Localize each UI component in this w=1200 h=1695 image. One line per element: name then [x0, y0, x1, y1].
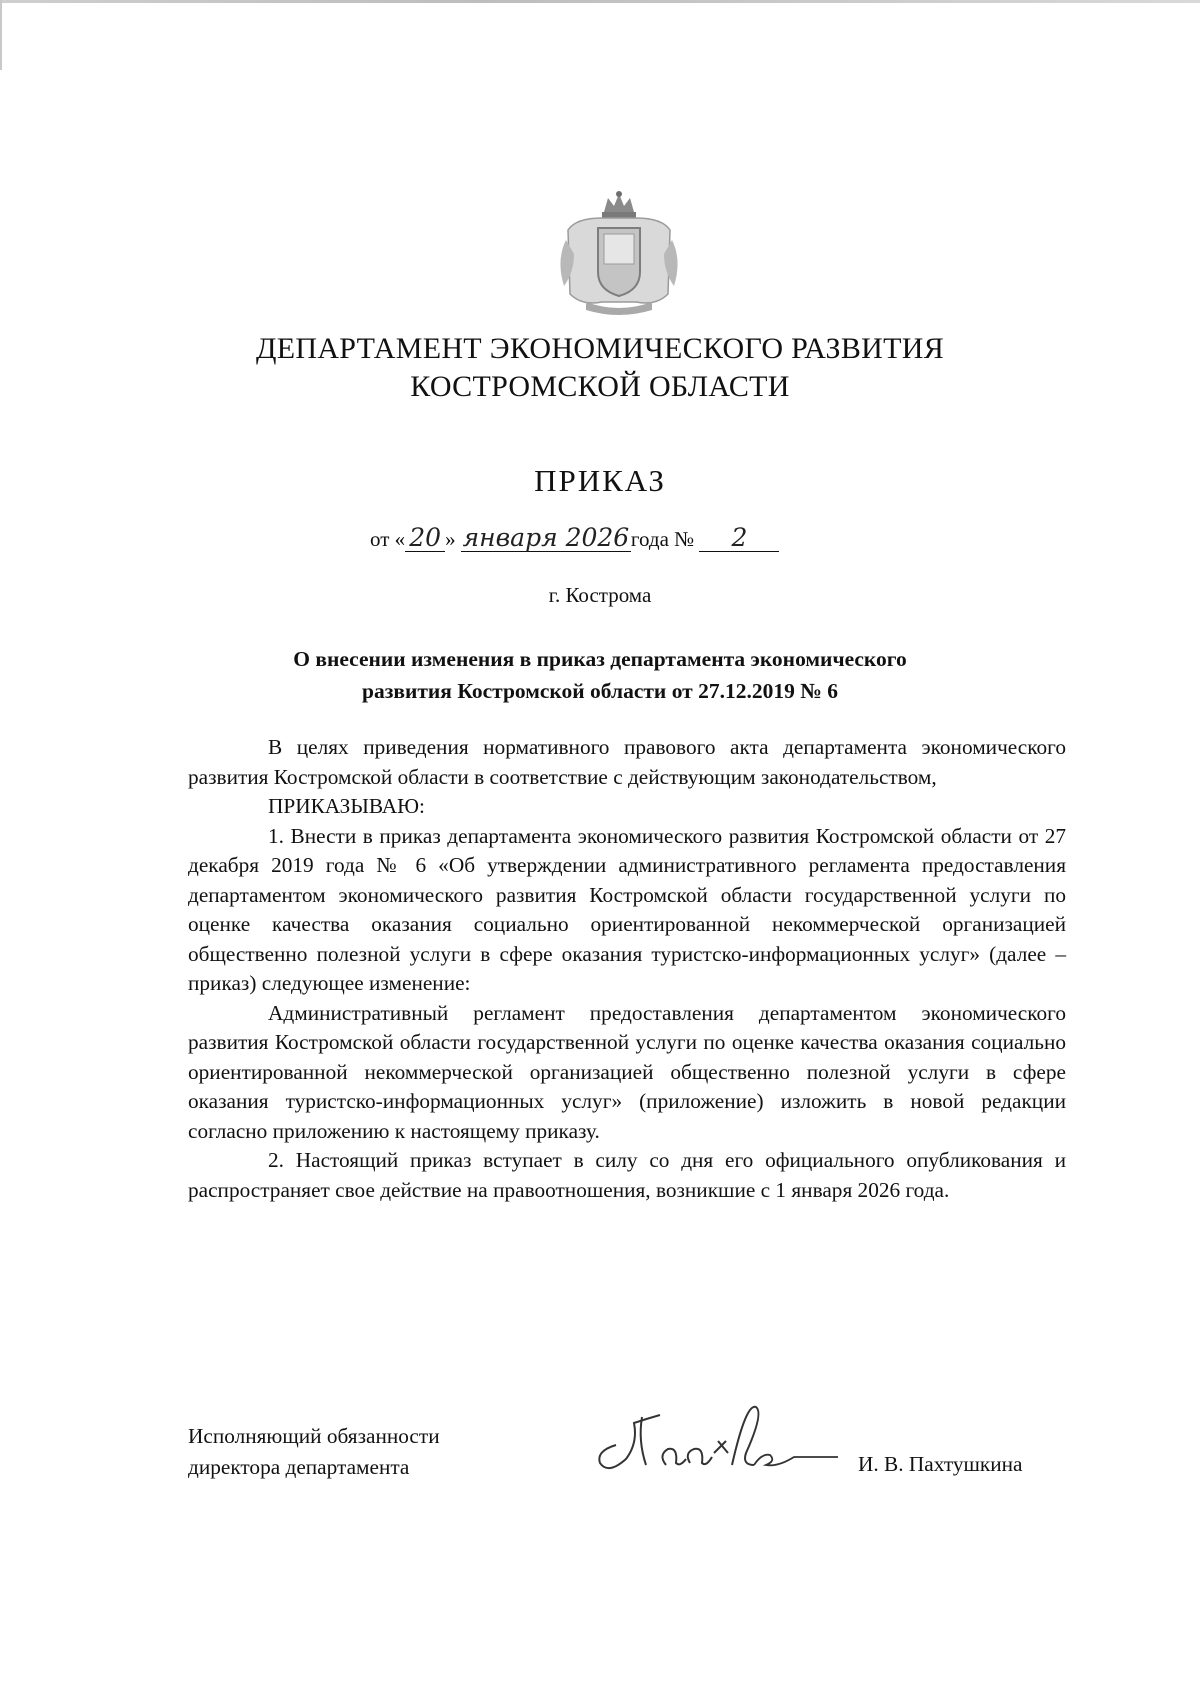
order-month-year: января 2026 — [462, 523, 630, 552]
department-line-2: КОСТРОМСКОЙ ОБЛАСТИ — [410, 370, 790, 403]
coat-of-arms-icon — [556, 190, 682, 320]
order-title: ПРИКАЗ — [534, 463, 666, 498]
item-1-change-paragraph: Административный регламент предоставления департаментом экономического развития Костромской области государственной услуги по оценке качества оказания социально ориентированной некоммерческой организацией общественно полезной услуги в сфере оказания туристско-информационных услуг» (приложение) изложить в новой редакции согласно приложению к настоящему приказу. — [188, 1000, 1066, 1143]
preamble-paragraph: В целях приведения нормативного правового акта департамента экономического развития Костромской области в соответствие с действующим законодательством, — [188, 735, 1066, 789]
department-line-1: ДЕПАРТАМЕНТ ЭКОНОМИЧЕСКОГО РАЗВИТИЯ — [255, 332, 945, 365]
handwritten-signature-icon — [586, 1393, 846, 1483]
order-number: 2 — [699, 525, 779, 552]
order-body — [188, 733, 1066, 1205]
subject-line-1: О внесении изменения в приказ департамента экономического — [293, 647, 907, 671]
scan-edge-top — [0, 0, 1200, 3]
date-year-suffix: года № — [630, 527, 695, 551]
date-day-close: » — [445, 527, 456, 551]
order-date-line — [370, 525, 890, 565]
item-2-paragraph: 2. Настоящий приказ вступает в силу со дня его официального опубликования и распространяет свое действие на правоотношения, возникшие с 1 января 2026 года. — [188, 1148, 1066, 1202]
order-day: 20 — [405, 525, 445, 552]
order-city: г. Кострома — [548, 583, 652, 607]
order-subject — [180, 643, 1020, 707]
position-line-2: директора департамента — [188, 1455, 410, 1479]
position-line-1: Исполняющий обязанности — [188, 1424, 440, 1448]
signatory-name: И. В. Пахтушкина — [858, 1452, 1023, 1476]
item-1-paragraph: 1. Внести в приказ департамента экономического развития Костромской области от 27 декабря 2019 года № 6 «Об утверждении административного регламента предоставления департаментом экономического развития Костромской области государственной услуги по оценке качества оказания социально ориентированной некоммерческой организацией общественно полезной услуги в сфере оказания туристско-информационных услуг» (далее – приказ) следующее изменение: — [188, 823, 1066, 995]
scan-edge-left — [0, 0, 2, 70]
signatory-position — [188, 1421, 488, 1483]
department-header — [0, 330, 1200, 406]
order-word: ПРИКАЗЫВАЮ: — [268, 794, 425, 818]
subject-line-2: развития Костромской области от 27.12.2019 № 6 — [362, 679, 838, 703]
date-prefix: от « — [370, 527, 406, 551]
